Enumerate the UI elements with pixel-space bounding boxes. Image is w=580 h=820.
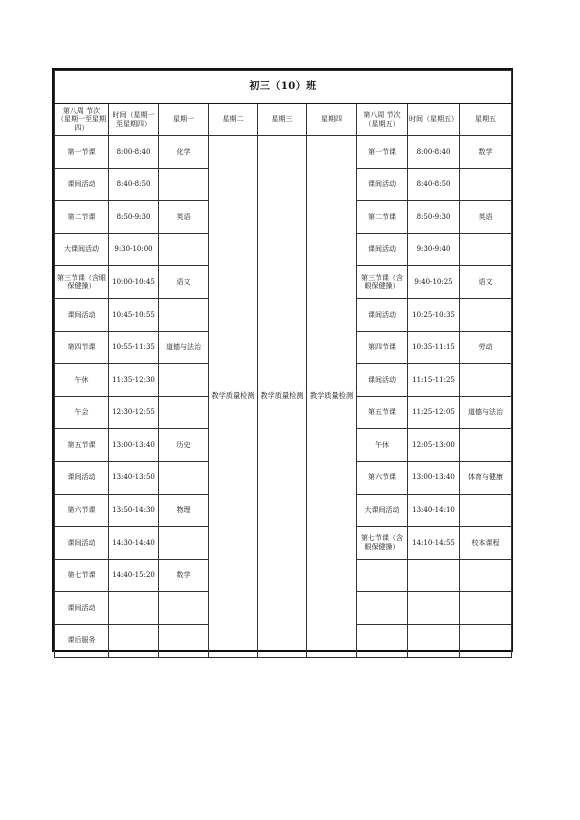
left-time-cell: 8:50-9:30: [109, 201, 159, 234]
left-time-cell: 9:30-10:00: [109, 233, 159, 266]
right-time-cell: 10:35-11:15: [408, 331, 460, 364]
monday-cell: 数学: [159, 559, 209, 592]
right-period-cell: 第二节课: [357, 201, 408, 234]
left-time-cell: 13:40-13:50: [109, 461, 159, 494]
right-time-cell: 12:05-13:00: [408, 429, 460, 462]
right-period-cell: 课间活动: [357, 364, 408, 397]
right-period-cell: 午休: [357, 429, 408, 462]
monday-cell: [159, 527, 209, 560]
right-period-cell: 第三节课（含眼保健操）: [357, 266, 408, 299]
right-time-cell: 8:00-8:40: [408, 136, 460, 169]
right-time-cell: 8:50-9:30: [408, 201, 460, 234]
right-period-cell: 第四节课: [357, 331, 408, 364]
right-time-cell: 11:25-12:05: [408, 396, 460, 429]
left-period-cell: 第二节课: [55, 201, 109, 234]
right-period-cell: 课间活动: [357, 233, 408, 266]
monday-cell: 英语: [159, 201, 209, 234]
monday-cell: 历史: [159, 429, 209, 462]
left-period-cell: 第三节课（含眼保健操）: [55, 266, 109, 299]
left-time-cell: 14:40-15:20: [109, 559, 159, 592]
right-time-cell: 9:40-10:25: [408, 266, 460, 299]
left-period-cell: 第一节课: [55, 136, 109, 169]
left-period-cell: 课后服务: [55, 624, 109, 657]
right-time-cell: [408, 559, 460, 592]
right-period-cell: [357, 624, 408, 657]
header-tuesday: 星期二: [209, 104, 258, 136]
friday-cell: [460, 233, 512, 266]
friday-cell: [460, 429, 512, 462]
right-time-cell: [408, 592, 460, 625]
friday-cell: 校本课程: [460, 527, 512, 560]
header-right-time: 时间（星期五）: [408, 104, 460, 136]
right-period-cell: 大课间活动: [357, 494, 408, 527]
left-time-cell: 12:30-12:55: [109, 396, 159, 429]
friday-cell: 英语: [460, 201, 512, 234]
left-time-cell: [109, 592, 159, 625]
right-period-cell: 第七节课（含眼保健操）: [357, 527, 408, 560]
left-time-cell: 14:30-14:40: [109, 527, 159, 560]
left-period-cell: 大课间活动: [55, 233, 109, 266]
right-period-cell: [357, 592, 408, 625]
monday-cell: [159, 298, 209, 331]
friday-cell: 劳动: [460, 331, 512, 364]
friday-cell: 道德与法治: [460, 396, 512, 429]
merged-wed-cell: 教学质量检测: [258, 136, 307, 658]
monday-cell: [159, 396, 209, 429]
left-period-cell: 第五节课: [55, 429, 109, 462]
table-row: [55, 136, 512, 169]
monday-cell: 化学: [159, 136, 209, 169]
friday-cell: 数学: [460, 136, 512, 169]
friday-cell: [460, 494, 512, 527]
header-wednesday: 星期三: [258, 104, 307, 136]
monday-cell: [159, 592, 209, 625]
left-time-cell: [109, 624, 159, 657]
right-period-cell: 第一节课: [357, 136, 408, 169]
friday-cell: [460, 624, 512, 657]
timetable: [54, 70, 512, 658]
friday-cell: 体育与健康: [460, 461, 512, 494]
left-time-cell: 8:40-8:50: [109, 168, 159, 201]
left-time-cell: 13:50-14:30: [109, 494, 159, 527]
monday-cell: [159, 624, 209, 657]
left-time-cell: 10:45-10:55: [109, 298, 159, 331]
left-time-cell: 13:00-13:40: [109, 429, 159, 462]
right-time-cell: 9:30-9:40: [408, 233, 460, 266]
right-period-cell: 第五节课: [357, 396, 408, 429]
right-time-cell: 13:00-13:40: [408, 461, 460, 494]
right-time-cell: [408, 624, 460, 657]
left-period-cell: 课间活动: [55, 298, 109, 331]
friday-cell: [460, 559, 512, 592]
left-period-cell: 课间活动: [55, 592, 109, 625]
timetable-sheet: [52, 68, 513, 652]
page-title: 初三（10）班: [55, 71, 512, 104]
right-time-cell: 13:40-14:10: [408, 494, 460, 527]
friday-cell: [460, 168, 512, 201]
friday-cell: [460, 298, 512, 331]
right-period-cell: 课间活动: [357, 168, 408, 201]
right-time-cell: 11:15-11:25: [408, 364, 460, 397]
left-period-cell: 第七节课: [55, 559, 109, 592]
friday-cell: [460, 364, 512, 397]
monday-cell: 道德与法治: [159, 331, 209, 364]
right-period-cell: 第六节课: [357, 461, 408, 494]
left-time-cell: 8:00-8:40: [109, 136, 159, 169]
header-right-period: 第八周 节次（星期五）: [357, 104, 408, 136]
left-period-cell: 课间活动: [55, 461, 109, 494]
header-friday: 星期五: [460, 104, 512, 136]
header-thursday: 星期四: [307, 104, 357, 136]
merged-tue-cell: 教学质量检测: [209, 136, 258, 658]
monday-cell: [159, 461, 209, 494]
friday-cell: [460, 592, 512, 625]
left-period-cell: 课间活动: [55, 168, 109, 201]
left-period-cell: 课间活动: [55, 527, 109, 560]
left-period-cell: 第四节课: [55, 331, 109, 364]
left-time-cell: 10:00-10:45: [109, 266, 159, 299]
left-period-cell: 午休: [55, 364, 109, 397]
header-left-time: 时间（星期一至星期四）: [109, 104, 159, 136]
monday-cell: [159, 233, 209, 266]
right-period-cell: 课间活动: [357, 298, 408, 331]
header-monday: 星期一: [159, 104, 209, 136]
friday-cell: 语文: [460, 266, 512, 299]
left-period-cell: 第六节课: [55, 494, 109, 527]
header-left-period: 第八周 节次（星期一至星期四）: [55, 104, 109, 136]
left-time-cell: 11:35-12:30: [109, 364, 159, 397]
right-time-cell: 8:40-8:50: [408, 168, 460, 201]
monday-cell: 语文: [159, 266, 209, 299]
right-time-cell: 10:25-10:35: [408, 298, 460, 331]
monday-cell: [159, 364, 209, 397]
merged-thu-cell: 教学质量检测: [307, 136, 357, 658]
monday-cell: 物理: [159, 494, 209, 527]
right-period-cell: [357, 559, 408, 592]
left-period-cell: 午会: [55, 396, 109, 429]
left-time-cell: 10:55-11:35: [109, 331, 159, 364]
right-time-cell: 14:10-14:55: [408, 527, 460, 560]
monday-cell: [159, 168, 209, 201]
